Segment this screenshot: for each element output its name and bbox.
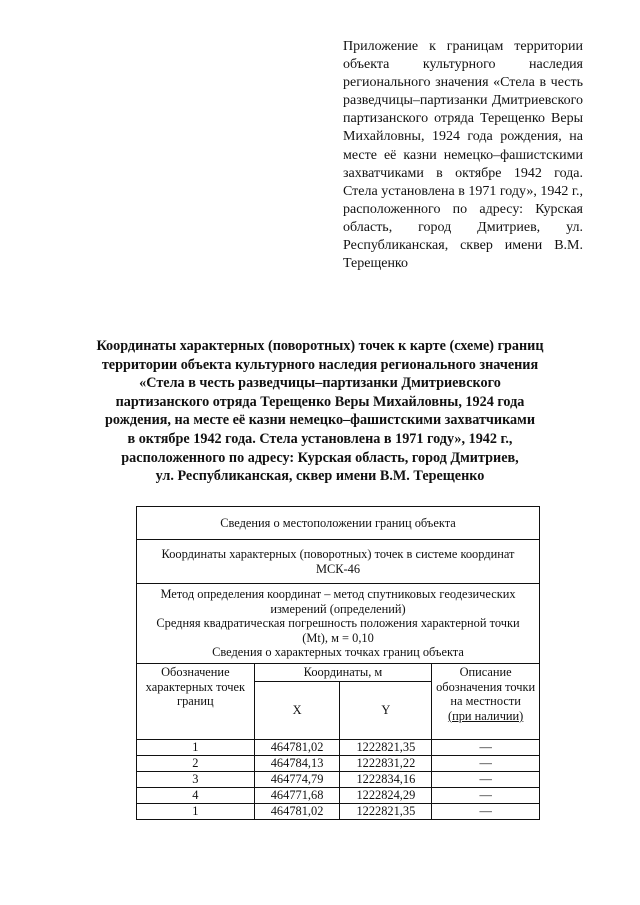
y-cell: 1222821,35 <box>340 803 432 819</box>
point-cell: 1 <box>137 739 255 755</box>
table-row <box>137 803 540 819</box>
point-cell: 1 <box>137 803 255 819</box>
annex-note: Приложение к границам территории объекта культурного наследия регионального значения «Стела в честь разведчицы–партизанки Дмитриевского партизанского отряда Терещенко Веры Михайловны, 1924 года рождения, на месте её казни немецко–фашистскими захватчиками в октябре 1942 года. Стела установлена в 1971 году», 1942 г., расположенного по адресу: Курская область, город Дмитриев, ул. Республиканская, сквер имени В.М. Терещенко <box>343 39 583 272</box>
col-x: X <box>254 681 340 739</box>
method-text: Метод определения координат – метод спутниковых геодезических измерений (определений) <box>160 587 516 616</box>
title-line: ул. Республиканская, сквер имени В.М. Терещенко <box>155 468 485 485</box>
points-header: Сведения о характерных точках границ объекта <box>212 645 464 660</box>
y-cell: 1222834,16 <box>340 771 432 787</box>
col-description-label: Описание обозначения точки на местности <box>436 664 536 709</box>
desc-cell: — <box>432 739 540 755</box>
coord-system-cell: Координаты характерных (поворотных) точек в системе координат МСК-46 <box>137 540 540 584</box>
point-cell: 2 <box>137 755 255 771</box>
title-line: партизанского отряда Терещенко Веры Михайловны, 1924 года <box>115 393 525 410</box>
table-row <box>137 540 540 584</box>
desc-cell: — <box>432 787 540 803</box>
title-line: расположенного по адресу: Курская область, город Дмитриев, <box>121 449 519 466</box>
x-cell: 464774,79 <box>254 771 340 787</box>
table-row <box>137 739 540 755</box>
x-cell: 464781,02 <box>254 739 340 755</box>
location-header: Сведения о местоположении границ объекта <box>137 507 540 540</box>
col-description <box>432 663 540 739</box>
desc-cell: — <box>432 755 540 771</box>
desc-cell: — <box>432 771 540 787</box>
point-cell: 3 <box>137 771 255 787</box>
x-cell: 464771,68 <box>254 787 340 803</box>
col-coordinates: Координаты, м <box>254 663 432 681</box>
col-description-note: (при наличии) <box>447 708 524 723</box>
table-row <box>137 787 540 803</box>
table-row <box>137 755 540 771</box>
table-row <box>137 663 540 681</box>
col-designation: Обозначение характерных точек границ <box>137 663 255 739</box>
col-y: Y <box>340 681 432 739</box>
x-cell: 464784,13 <box>254 755 340 771</box>
y-cell: 1222831,22 <box>340 755 432 771</box>
accuracy-text: Средняя квадратическая погрешность положения характерной точки (Mt), м = 0,10 <box>156 616 520 645</box>
table-row <box>137 584 540 664</box>
title-line: Координаты характерных (поворотных) точек к карте (схеме) границ <box>96 338 544 354</box>
title-line: «Стела в честь разведчицы–партизанки Дмитриевского <box>139 375 501 392</box>
desc-cell: — <box>432 803 540 819</box>
point-cell: 4 <box>137 787 255 803</box>
coordinates-table <box>136 506 540 820</box>
title-line: территории объекта культурного наследия регионального значения <box>101 356 539 373</box>
title-line: в октябре 1942 года. Стела установлена в 1971 году», 1942 г., <box>127 430 513 447</box>
x-cell: 464781,02 <box>254 803 340 819</box>
table-row <box>137 507 540 540</box>
title-line: рождения, на месте её казни немецко–фашистскими захватчиками <box>105 412 535 429</box>
table-row <box>137 771 540 787</box>
method-cell <box>137 584 540 664</box>
y-cell: 1222821,35 <box>340 739 432 755</box>
document-title <box>80 337 560 486</box>
y-cell: 1222824,29 <box>340 787 432 803</box>
